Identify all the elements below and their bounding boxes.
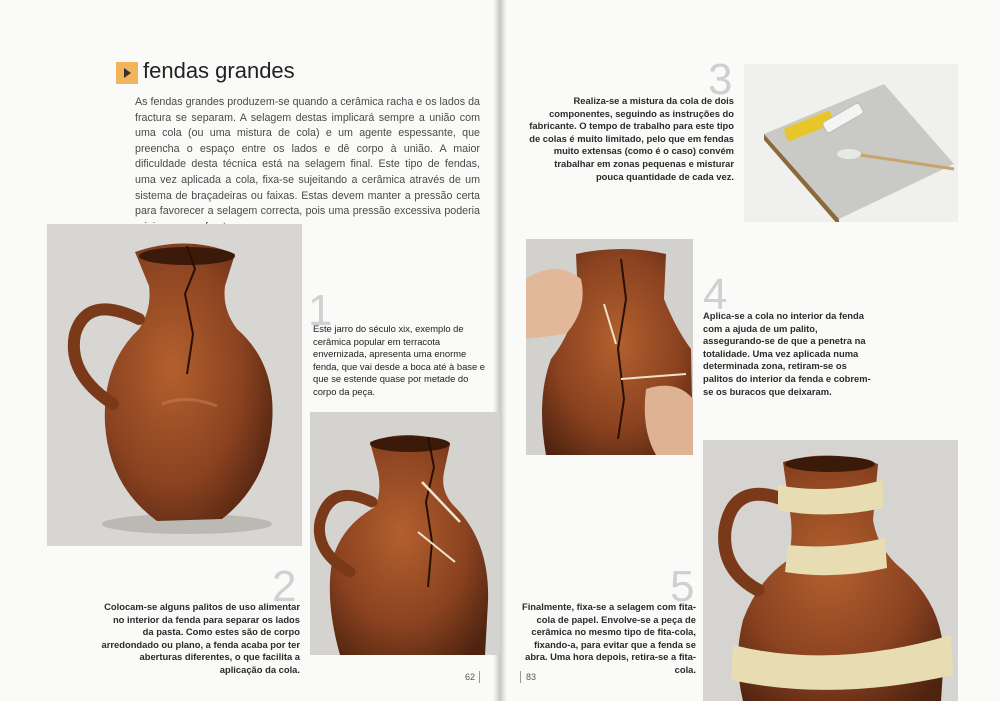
step-number-3: 3 — [708, 55, 733, 104]
step-number-5: 5 — [670, 562, 695, 611]
photo-glue-mixing — [744, 64, 958, 222]
step-1-text: Este jarro do século xix, exemplo de cerâmica popular em terracota envernizada, apresenta uma enorme fenda, que vai desde a boca até à base e que se estende quase por metade do corpo da peça. — [313, 323, 486, 397]
step-2-text: Colocam-se alguns palitos de uso alimentar no interior da fenda para separar os lados da pasta. Como estes são de corpo arredondado ou plano, a fenda acaba por ter aberturas diferentes, o que facilita a aplicação da cola. — [101, 601, 300, 675]
step-3-text: Realiza-se a mistura da cola de dois componentes, seguindo as instruções do fabricante. O tempo de trabalho para este tipo de colas é muito limitado, pelo que em fendas muito extensas (como é o caso) convém trabalhar em zonas pequenas e misturar pouca quantidade de cada vez. — [529, 95, 734, 182]
section-heading: fendas grandes — [143, 58, 295, 83]
intro-paragraph: As fendas grandes produzem-se quando a cerâmica racha e os lados da fractura se separam. A selagem destas implicará sempre a união com uma cola (ou uma mistura de cola) e um agente espessante, que preencha o espaço entre os lados e dê corpo à união. A maior dificuldade desta técnica está na selagem final. Este tipo de fendas, uma vez aplicada a cola, fixa-se sujeitando a cerâmica através de um sistema de braçadeiras ou faixas. Estas devem manter a pressão certa para favorecer a selagem correcta, pois uma pressão excessiva poderia — [135, 96, 480, 218]
page-number-rule-left — [479, 671, 480, 683]
step-number-1: 1 — [308, 286, 333, 335]
page-number-left: 62 — [465, 672, 476, 682]
photo-taped-jug — [703, 440, 958, 701]
step-number-2: 2 — [272, 562, 297, 611]
step-number-4: 4 — [703, 270, 728, 319]
photo-applying-glue — [526, 239, 693, 455]
step-4-text: Aplica-se a cola no interior da fenda com a ajuda de um palito, assegurando-se de que a penetra na totalidade. Uma vez aplicada numa determinada zona, retiram-se os palitos do interior da fenda e cobrem-se os buracos que deixaram. — [703, 310, 871, 397]
page-number-rule-right — [520, 671, 521, 683]
photo-jug-cracked — [47, 224, 302, 546]
heading-marker-icon — [116, 62, 138, 84]
photo-jug-toothpicks — [310, 412, 500, 655]
step-5-text: Finalmente, fixa-se a selagem com fita-cola de papel. Envolve-se a peça de cerâmica no mesmo tipo de fita-cola, fixando-a, para evitar que a fenda se abra. Uma hora depois, retira-se a fita-cola. — [521, 601, 696, 675]
page-number-right: 83 — [526, 672, 537, 682]
